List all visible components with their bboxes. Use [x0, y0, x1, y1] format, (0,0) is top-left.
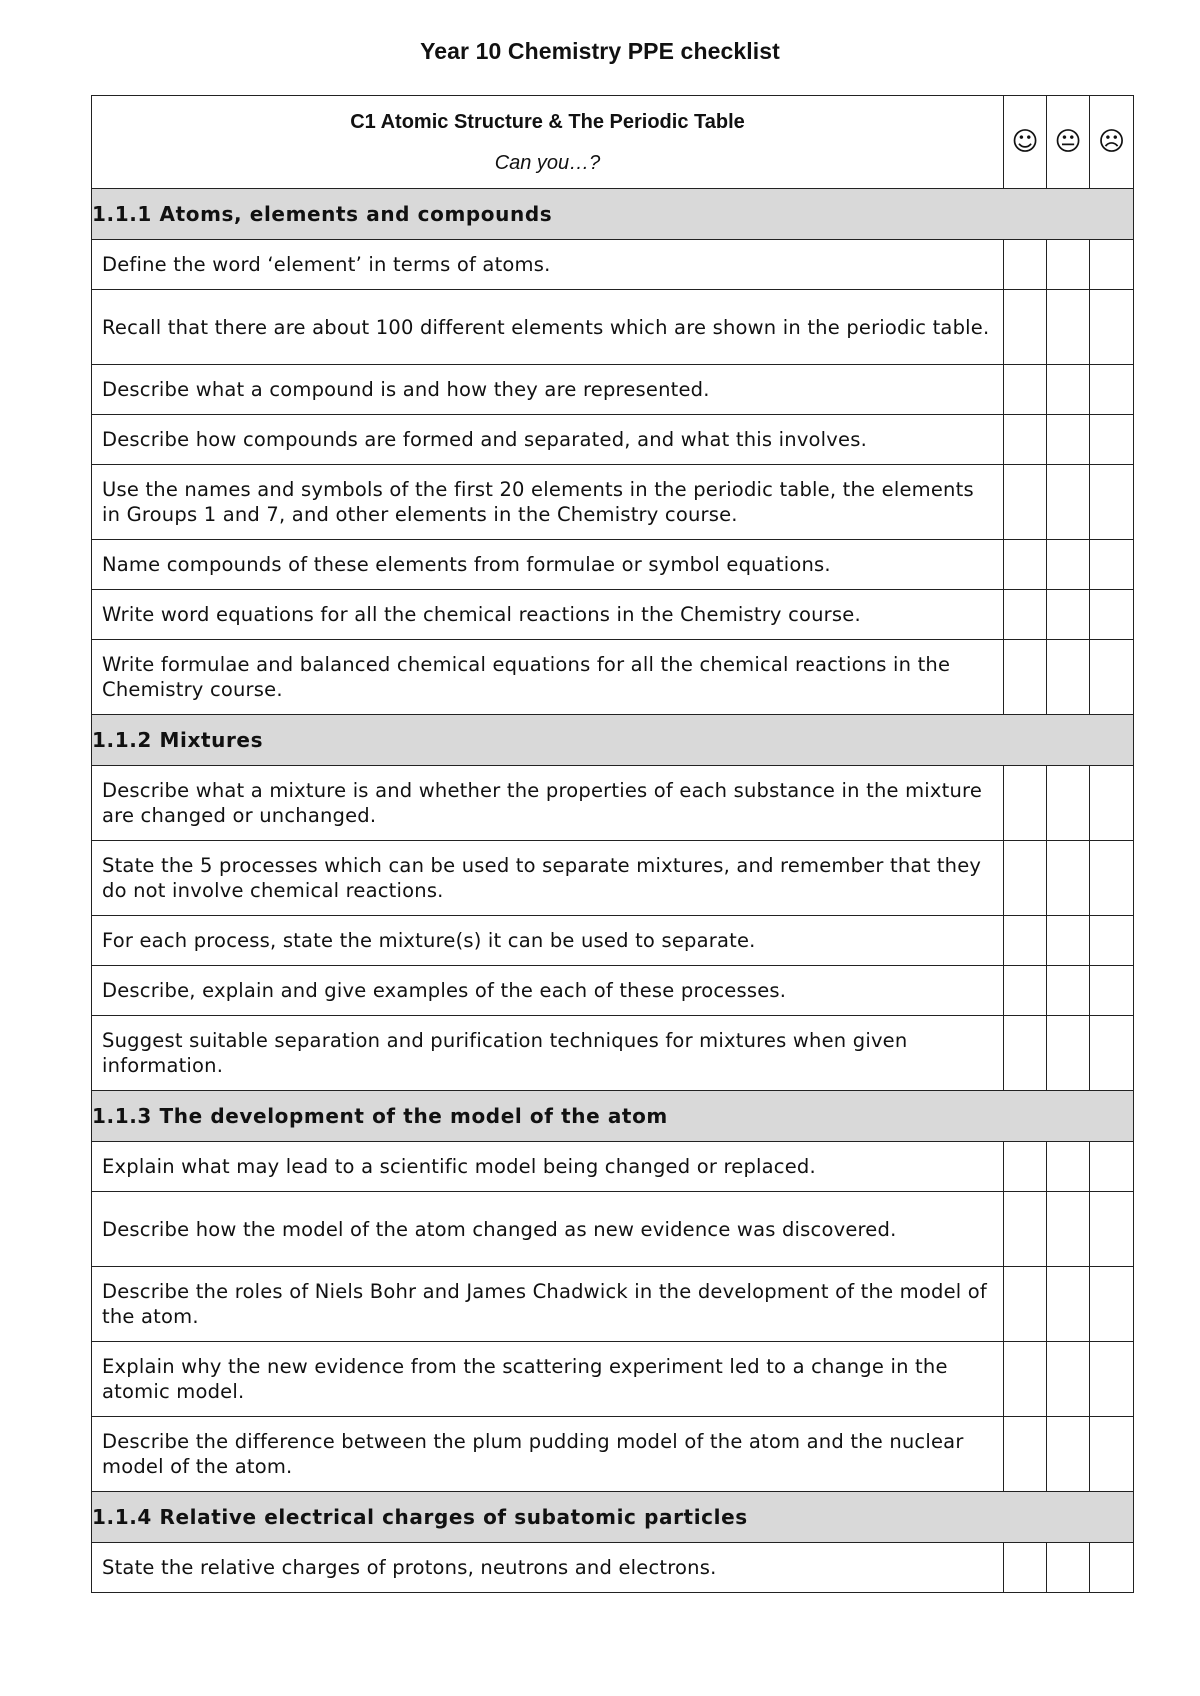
checklist-item-text: Describe what a compound is and how they are represented.: [92, 365, 1004, 415]
rating-box-confident[interactable]: [1004, 1417, 1047, 1492]
rating-box-unsure[interactable]: [1047, 1543, 1090, 1593]
checklist-row: [92, 640, 1134, 715]
rating-box-not-confident[interactable]: [1090, 365, 1134, 415]
topic-subtitle: Can you…?: [494, 152, 601, 174]
rating-box-not-confident[interactable]: [1090, 1342, 1134, 1417]
rating-box-confident[interactable]: [1004, 1267, 1047, 1342]
checklist-row: [92, 1016, 1134, 1091]
checklist-item-text: Describe the difference between the plum pudding model of the atom and the nuclear model of the atom.: [92, 1417, 1004, 1492]
checklist-row: [92, 1142, 1134, 1192]
rating-box-unsure[interactable]: [1047, 1192, 1090, 1267]
rating-box-confident[interactable]: [1004, 1543, 1047, 1593]
section-heading: 1.1.3 The development of the model of the atom: [92, 1091, 1134, 1142]
checklist-item-text: Recall that there are about 100 different elements which are shown in the periodic table.: [92, 290, 1004, 365]
checklist-item-text: Describe how the model of the atom changed as new evidence was discovered.: [92, 1192, 1004, 1267]
frowning-face-icon: ☹: [1090, 96, 1134, 189]
rating-box-unsure[interactable]: [1047, 590, 1090, 640]
rating-box-unsure[interactable]: [1047, 1267, 1090, 1342]
rating-box-confident[interactable]: [1004, 1342, 1047, 1417]
checklist-item-text: Explain what may lead to a scientific model being changed or replaced.: [92, 1142, 1004, 1192]
checklist-item-text: Describe, explain and give examples of the each of these processes.: [92, 966, 1004, 1016]
rating-box-not-confident[interactable]: [1090, 966, 1134, 1016]
checklist-row: [92, 1267, 1134, 1342]
header-cell: [92, 96, 1004, 189]
rating-box-confident[interactable]: [1004, 240, 1047, 290]
checklist-item-text: Define the word ‘element’ in terms of atoms.: [92, 240, 1004, 290]
section-heading: 1.1.4 Relative electrical charges of subatomic particles: [92, 1492, 1134, 1543]
rating-box-unsure[interactable]: [1047, 1016, 1090, 1091]
checklist-item-text: Name compounds of these elements from formulae or symbol equations.: [92, 540, 1004, 590]
rating-box-not-confident[interactable]: [1090, 540, 1134, 590]
rating-box-unsure[interactable]: [1047, 766, 1090, 841]
rating-box-not-confident[interactable]: [1090, 1267, 1134, 1342]
rating-box-confident[interactable]: [1004, 966, 1047, 1016]
neutral-face-icon: 😐: [1047, 96, 1090, 189]
rating-box-unsure[interactable]: [1047, 1417, 1090, 1492]
rating-box-confident[interactable]: [1004, 1142, 1047, 1192]
checklist-row: [92, 966, 1134, 1016]
rating-box-confident[interactable]: [1004, 1016, 1047, 1091]
checklist-row: [92, 1543, 1134, 1593]
rating-box-not-confident[interactable]: [1090, 841, 1134, 916]
rating-box-confident[interactable]: [1004, 540, 1047, 590]
rating-box-not-confident[interactable]: [1090, 465, 1134, 540]
header-row: [92, 96, 1134, 189]
rating-box-not-confident[interactable]: [1090, 916, 1134, 966]
rating-box-unsure[interactable]: [1047, 916, 1090, 966]
smiling-face-icon: ☺: [1004, 96, 1047, 189]
checklist-item-text: State the relative charges of protons, neutrons and electrons.: [92, 1543, 1004, 1593]
checklist-item-text: Describe what a mixture is and whether the properties of each substance in the mixture are changed or unchanged.: [92, 766, 1004, 841]
rating-box-not-confident[interactable]: [1090, 1417, 1134, 1492]
rating-box-unsure[interactable]: [1047, 290, 1090, 365]
rating-box-confident[interactable]: [1004, 916, 1047, 966]
checklist-item-text: For each process, state the mixture(s) it can be used to separate.: [92, 916, 1004, 966]
checklist-row: [92, 1192, 1134, 1267]
rating-box-confident[interactable]: [1004, 640, 1047, 715]
page-title: Year 10 Chemistry PPE checklist: [420, 38, 780, 64]
checklist-item-text: Write word equations for all the chemical reactions in the Chemistry course.: [92, 590, 1004, 640]
section-heading: 1.1.2 Mixtures: [92, 715, 1134, 766]
checklist-row: [92, 590, 1134, 640]
rating-box-unsure[interactable]: [1047, 540, 1090, 590]
rating-box-confident[interactable]: [1004, 365, 1047, 415]
rating-box-not-confident[interactable]: [1090, 766, 1134, 841]
rating-box-confident[interactable]: [1004, 766, 1047, 841]
checklist-item-text: Explain why the new evidence from the scattering experiment led to a change in the atomic model.: [92, 1342, 1004, 1417]
checklist-item-text: Write formulae and balanced chemical equations for all the chemical reactions in the Chemistry course.: [92, 640, 1004, 715]
rating-box-unsure[interactable]: [1047, 1342, 1090, 1417]
rating-box-not-confident[interactable]: [1090, 1016, 1134, 1091]
rating-box-unsure[interactable]: [1047, 415, 1090, 465]
rating-box-unsure[interactable]: [1047, 465, 1090, 540]
checklist-item-text: State the 5 processes which can be used to separate mixtures, and remember that they do not involve chemical reactions.: [92, 841, 1004, 916]
rating-box-unsure[interactable]: [1047, 240, 1090, 290]
section-row: [92, 1091, 1134, 1142]
topic-title: C1 Atomic Structure & The Periodic Table: [350, 111, 745, 133]
section-row: [92, 189, 1134, 240]
rating-box-not-confident[interactable]: [1090, 415, 1134, 465]
checklist-row: [92, 916, 1134, 966]
checklist-item-text: Describe how compounds are formed and separated, and what this involves.: [92, 415, 1004, 465]
checklist-row: [92, 841, 1134, 916]
rating-box-confident[interactable]: [1004, 1192, 1047, 1267]
checklist-item-text: Use the names and symbols of the first 20 elements in the periodic table, the elements in Groups 1 and 7, and other elements in the Chemistry course.: [92, 465, 1004, 540]
checklist-row: [92, 766, 1134, 841]
rating-box-confident[interactable]: [1004, 415, 1047, 465]
section-row: [92, 1492, 1134, 1543]
section-heading: 1.1.1 Atoms, elements and compounds: [92, 189, 1134, 240]
checklist-row: [92, 540, 1134, 590]
rating-box-confident[interactable]: [1004, 465, 1047, 540]
rating-box-confident[interactable]: [1004, 290, 1047, 365]
rating-box-unsure[interactable]: [1047, 966, 1090, 1016]
rating-box-unsure[interactable]: [1047, 841, 1090, 916]
rating-box-not-confident[interactable]: [1090, 640, 1134, 715]
checklist-item-text: Suggest suitable separation and purification techniques for mixtures when given information.: [92, 1016, 1004, 1091]
rating-box-not-confident[interactable]: [1090, 290, 1134, 365]
checklist-row: [92, 290, 1134, 365]
section-row: [92, 715, 1134, 766]
rating-box-unsure[interactable]: [1047, 365, 1090, 415]
checklist-row: [92, 240, 1134, 290]
rating-box-not-confident[interactable]: [1090, 590, 1134, 640]
rating-box-not-confident[interactable]: [1090, 1192, 1134, 1267]
checklist-row: [92, 1342, 1134, 1417]
rating-box-unsure[interactable]: [1047, 1142, 1090, 1192]
rating-box-not-confident[interactable]: [1090, 1142, 1134, 1192]
checklist-item-text: Describe the roles of Niels Bohr and James Chadwick in the development of the model of the atom.: [92, 1267, 1004, 1342]
checklist-row: [92, 465, 1134, 540]
checklist-row: [92, 365, 1134, 415]
rating-box-confident[interactable]: [1004, 590, 1047, 640]
rating-box-confident[interactable]: [1004, 841, 1047, 916]
rating-box-not-confident[interactable]: [1090, 1543, 1134, 1593]
rating-box-not-confident[interactable]: [1090, 240, 1134, 290]
rating-box-unsure[interactable]: [1047, 640, 1090, 715]
checklist-row: [92, 1417, 1134, 1492]
checklist-table: [91, 95, 1134, 1593]
checklist-row: [92, 415, 1134, 465]
